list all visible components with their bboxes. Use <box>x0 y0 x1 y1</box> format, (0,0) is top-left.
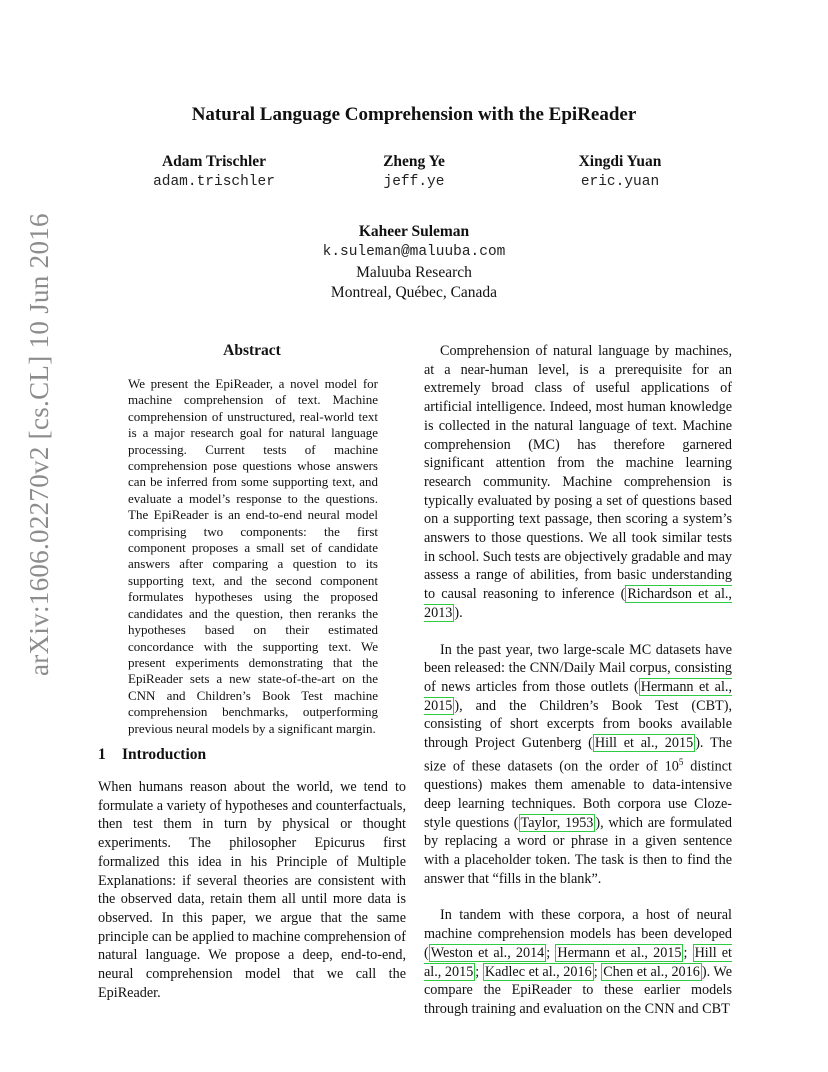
citation-separator: ; <box>475 963 483 980</box>
superscript-exponent: 5 <box>678 756 684 767</box>
paragraph-text: In the past year, two large-scale MC datasets have been released: the CNN/Daily Mail corpus, consisting of news articles from those outlets ( <box>424 641 732 695</box>
author-4 <box>254 222 574 303</box>
paragraph-text: ). We compare the EpiReader to these earlier models through training and evaluation on the CNN and CBT <box>424 963 732 1017</box>
author-name: Kaheer Suleman <box>358 223 470 240</box>
citation-link[interactable]: Kadlec et al., 2016 <box>484 963 592 980</box>
author-name: Xingdi Yuan <box>578 153 662 170</box>
citation-link[interactable]: Hermann et al., 2015 <box>557 944 682 961</box>
citation-separator: ; <box>683 944 693 961</box>
left-column-body <box>98 778 406 1020</box>
paper-title: Natural Language Comprehension with the EpiReader <box>191 104 637 125</box>
citation-link[interactable]: Hill et al., 2015 <box>424 944 733 980</box>
author-location: Montreal, Québec, Canada <box>330 284 498 301</box>
citation-link[interactable]: Hill et al., 2015 <box>594 735 694 752</box>
citation-link[interactable]: Weston et al., 2014 <box>430 944 545 961</box>
section-heading <box>98 746 206 764</box>
paragraph-text: ). The size of these datasets (on the order of 10 <box>424 735 733 775</box>
paragraph-text: ). <box>454 604 463 621</box>
author-3 <box>510 152 730 193</box>
paragraph-text: Comprehension of natural language by machines, at a near-human level, is a prerequisite for an extremely broad class of useful applications of artificial intelligence. Indeed, most human knowledge is collected in the natural language of text. Machine comprehension (MC) has therefore garnered significant attention from the machine learning research community. Machine comprehension is typically evaluated by posing a set of questions based on a supporting text passage, then scoring a system’s answers to those questions. We all took similar tests in school. Such tests are objectively gradable and may assess a range of abilities, from basic understanding to causal reasoning to inference ( <box>424 343 732 603</box>
citation-link[interactable]: Hermann et al., 2015 <box>424 678 732 714</box>
paragraph-text: ), and the Children’s Book Test (CBT), consisting of short excerpts from books available through Project Gutenberg ( <box>424 697 732 752</box>
citation-link[interactable]: Richardson et al., 2013 <box>424 586 732 621</box>
abstract-heading: Abstract <box>223 342 281 359</box>
author-organization: Maluuba Research <box>356 264 472 281</box>
paragraph-text: distinct questions) makes them amenable to data-intensive deep learning techniques. Both corpora use Cloze-style questions ( <box>424 758 732 831</box>
paragraph-text: In tandem with these corpora, a host of neural machine comprehension models has been developed ( <box>424 907 732 961</box>
intro-paragraph-1: When humans reason about the world, we tend to formulate a variety of hypotheses and counterfactuals, then test them in turn by physical or thought experiments. The philosopher Epicurus first formalized this idea in his Principle of Multiple Explanations: if several theories are consistent with the observed data, retain them all until more data is observed. In this paper, we argue that the same principle can be applied to machine comprehension of natural language. We propose a deep, end-to-end, neural comprehension model that we call the EpiReader. <box>98 779 406 1001</box>
intro-paragraph-3 <box>424 641 732 889</box>
author-email: jeff.ye <box>383 174 445 190</box>
citation-link[interactable]: Taylor, 1953 <box>520 814 594 831</box>
citation-separator: ; <box>546 944 556 961</box>
right-column-body <box>424 342 732 1037</box>
author-email: eric.yuan <box>580 174 660 190</box>
section-title: Introduction <box>122 746 207 763</box>
citation-link[interactable]: Chen et al., 2016 <box>603 963 700 980</box>
citation-separator: ; <box>593 963 602 980</box>
author-name: Adam Trischler <box>161 153 267 170</box>
author-name: Zheng Ye <box>383 153 445 170</box>
author-2 <box>304 152 524 193</box>
arxiv-stamp: arXiv:1606.02270v2 [cs.CL] 10 Jun 2016 <box>24 213 54 676</box>
intro-paragraph-2 <box>424 342 732 623</box>
paragraph-text: ), which are formulated by replacing a word or phrase in a given sentence with a placeholder token. The task is then to find the answer that “fills in the blank”. <box>424 814 732 887</box>
intro-paragraph-4 <box>424 906 732 1018</box>
section-number: 1 <box>98 746 106 763</box>
author-1 <box>104 152 324 193</box>
abstract-text: We present the EpiReader, a novel model for machine comprehension of text. Machine comprehension of unstructured, real-world text is a major research goal for natural language processing. Current tests of machine comprehension pose questions whose answers can be inferred from some supporting text, and evaluate a model’s response to the questions. The EpiReader is an end-to-end neural model comprising two components: the first component proposes a small set of candidate answers after comparing a question to its supporting text, and the second component formulates hypotheses using the proposed candidates and the question, then reranks the hypotheses based on their estimated concordance with the supporting text. We present experiments demonstrating that the EpiReader sets a new state-of-the-art on the CNN and Children’s Book Test machine comprehension benchmarks, outperforming previous neural models by a significant margin. <box>128 376 378 736</box>
author-email: k.suleman@maluuba.com <box>322 244 506 260</box>
author-email: adam.trischler <box>153 174 275 190</box>
